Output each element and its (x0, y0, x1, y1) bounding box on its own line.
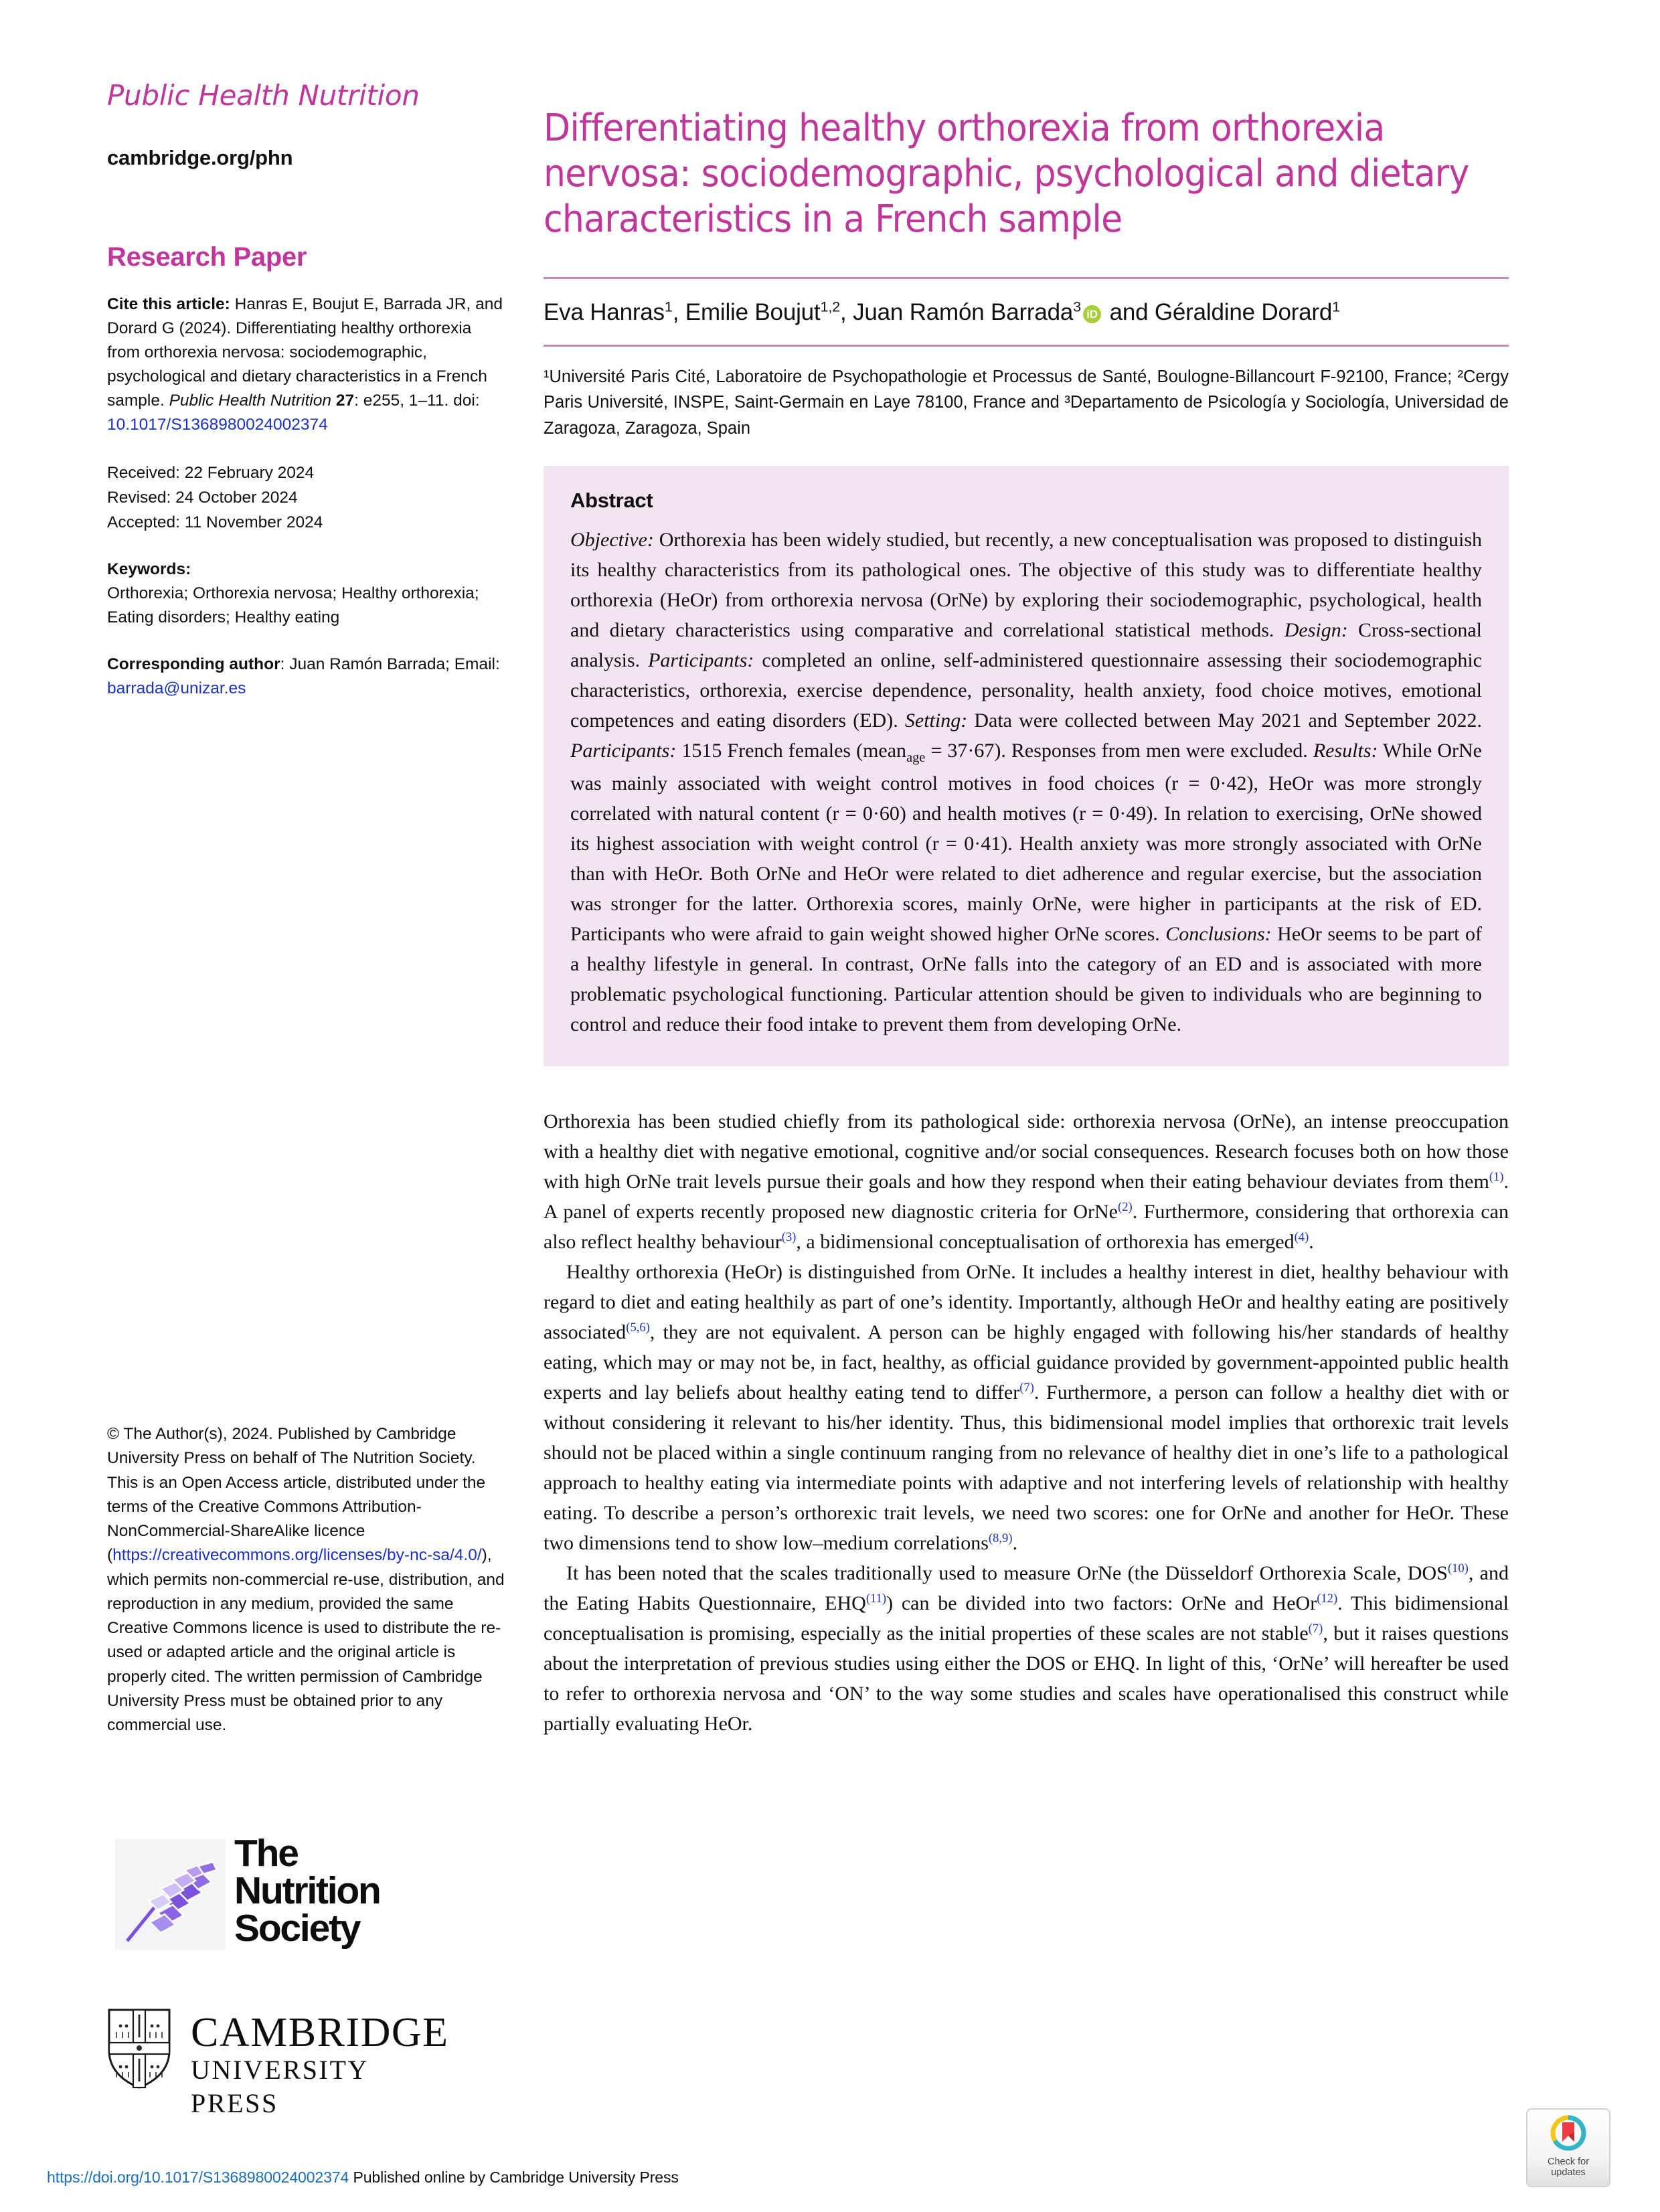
p2-seg-b: , they are not equivalent. A person can be highly engaged with following his/her standards of healthy eating, which may or may not be, in fact, healthy, as official guidance provided by government-appointed public health experts and lay beliefs about healthy eating tend to differ (544, 1321, 1509, 1403)
body-paragraph-2 (544, 1257, 1509, 1558)
corresponding-author-name: : Juan Ramón Barrada; Email: (280, 655, 500, 674)
p3-seg-c: ) can be divided into two factors: OrNe and HeOr (886, 1592, 1317, 1614)
citation-ref-12[interactable]: (12) (1317, 1591, 1338, 1606)
ns-word-society: Society (234, 1906, 360, 1950)
citation-ref-2[interactable]: (2) (1118, 1199, 1133, 1214)
journal-url[interactable]: cambridge.org/phn (107, 146, 293, 170)
cambridge-wordmark (191, 2012, 455, 2120)
nutrition-society-wordmark (234, 1832, 380, 1950)
abstract-participants2-label: Participants: (570, 739, 677, 762)
abstract-participants-label: Participants: (648, 649, 754, 671)
university-press-word: UNIVERSITY PRESS (191, 2055, 368, 2118)
date-revised: Revised: 24 October 2024 (107, 488, 298, 507)
citation-ref-11[interactable]: (11) (865, 1591, 887, 1606)
copyright-text-part2: ), which permits non-commercial re-use, distribution, and reproduction in any medium, provided the same Creative Commons licence is used to distribute the re-used or adapted article and the original article is properly cited. The written permission of Cambridge University Press must be obtained prior to any commercial use. (107, 1546, 505, 1734)
creative-commons-link[interactable]: https://creativecommons.org/licenses/by-nc-sa/4.0/ (112, 1546, 482, 1565)
crossmark-label-line1: Check for (1547, 2156, 1590, 2167)
orcid-icon[interactable]: iD (1083, 305, 1101, 323)
cite-this-article (107, 292, 509, 437)
page-title: Differentiating healthy orthorexia from orthorexia nervosa: sociodemographic, psychological and dietary characteristics in a French sample (544, 106, 1469, 242)
crossmark-check-for-updates-badge[interactable] (1526, 2108, 1610, 2187)
corresponding-author-email-link[interactable]: barrada@unizar.es (107, 679, 246, 698)
author-list (544, 279, 1509, 344)
cite-doi-link[interactable]: 10.1017/S1368980024002374 (107, 416, 328, 434)
abstract-conclusions-text: HeOr seems to be part of a healthy lifestyle in general. In contrast, OrNe falls into the category of an ED and is associated with more problematic psychological functioning. Particular attention should be given to individuals who are beginning to control and reduce their food intake to prevent them from developing OrNe. (570, 922, 1482, 1035)
article-type-heading: Research Paper (107, 242, 307, 272)
abstract-objective-text: Orthorexia has been widely studied, but recently, a new conceptualisation was proposed to distinguish its healthy characteristics from its pathological ones. The objective of this study was to differentiate healthy orthorexia (HeOr) from orthorexia nervosa (OrNe) by exploring their sociodemographic, psychological, health and dietary characteristics using comparative and correlational statistical methods. (570, 528, 1482, 641)
cite-pages: : e255, 1–11. doi: (354, 392, 480, 410)
body-paragraph-3 (544, 1558, 1509, 1739)
citation-ref-3[interactable]: (3) (781, 1229, 797, 1244)
p2-seg-d: . (1012, 1531, 1018, 1554)
ns-word-nutrition: Nutrition (234, 1869, 380, 1912)
abstract-results-label: Results: (1313, 739, 1378, 762)
page-footer (47, 2168, 679, 2187)
abstract-box (544, 466, 1509, 1066)
citation-ref-5-6[interactable]: (5,6) (626, 1320, 650, 1335)
keywords-heading: Keywords: (107, 560, 191, 579)
p1-seg-b: . A panel of experts recently proposed new diagnostic criteria for OrNe (544, 1170, 1509, 1223)
body-paragraph-1 (544, 1106, 1509, 1257)
date-received: Received: 22 February 2024 (107, 464, 315, 483)
abstract-design-text: Cross-sectional analysis. (570, 618, 1482, 671)
citation-ref-10[interactable]: (10) (1447, 1561, 1469, 1576)
p2-seg-c: . Furthermore, a person can follow a healthy diet with or without considering it relevant to his/her identity. Thus, this bidimensional model implies that orthorexic trait levels should not be placed within a single continuum ranging from no relevance of healthy diet in one’s life to a pathological approach to healthy eating via intermediate points with adaptive and not interfering levels of relationship with healthy eating. To describe a person’s orthorexic trait levels, we need two scores: one for OrNe and another for HeOr. These two dimensions tend to show low–medium correlations (544, 1381, 1509, 1554)
sidebar (107, 80, 509, 701)
cite-authors: Hanras E, Boujut E, Barrada JR, and Dorard G (2024). Differentiating healthy orthorexia from orthorexia nervosa: sociodemographic, psychological and dietary characteristics in a French sample. (107, 295, 503, 410)
abstract-results-text: While OrNe was mainly associated with weight control motives in food choices (r = 0·42), HeOr was more strongly correlated with natural content (r = 0·60) and health motives (r = 0·49). In relation to exercising, OrNe showed its highest association with weight control (r = 0·41). Health anxiety was more strongly associated with OrNe than with HeOr. Both OrNe and HeOr were related to diet adherence and regular exercise, but the association was stronger for the latter. Orthorexia scores, mainly OrNe, were higher in participants at the risk of ED. Participants who were afraid to gain weight showed higher OrNe scores. (570, 739, 1482, 945)
cite-volume: 27 (335, 392, 355, 410)
abstract-objective-label: Objective: (570, 528, 654, 551)
crossmark-icon (1550, 2115, 1586, 2151)
author-rule-bottom (544, 345, 1509, 347)
p1-seg-a: Orthorexia has been studied chiefly from its pathological side: orthorexia nervosa (OrNe), an intense preoccupation with a healthy diet with negative emotional, cognitive and/or social consequences. Research focuses both on how those with high OrNe trait levels pursue their goals and how they respond when their eating behaviour deviates from them (544, 1110, 1509, 1193)
p3-seg-b: , and the Eating Habits Questionnaire, EHQ (544, 1561, 1509, 1614)
cambridge-word: CAMBRIDGE (191, 2010, 449, 2055)
p3-seg-d: . This bidimensional conceptualisation is promising, especially as the initial properties of these scales are not stable (544, 1592, 1509, 1644)
authors-leading: Eva Hanras$^1$, Emilie Boujut$^{1,2}$, Juan Ramón Barrada$^3$ (544, 298, 1082, 326)
citation-ref-4[interactable]: (4) (1294, 1229, 1309, 1244)
cambridge-university-press-logo (107, 2008, 455, 2118)
abstract-heading: Abstract (570, 488, 653, 512)
abstract-participants-text: completed an online, self-administered questionnaire assessing their sociodemographic characteristics, orthorexia, exercise dependence, personality, health anxiety, food choice motives, emotional competences and eating disorders (ED). (570, 649, 1482, 732)
citation-ref-7b[interactable]: (7) (1308, 1621, 1323, 1636)
copyright-text-part1: © The Author(s), 2024. Published by Cambridge University Press on behalf of The Nutrition Society. This is an Open Access article, distributed under the terms of the Creative Commons Attribution-NonCommercial-ShareAlike licence ( (107, 1425, 486, 1565)
article-body (544, 1106, 1509, 1739)
wheat-ear-icon (115, 1839, 226, 1950)
footer-doi-link[interactable]: https://doi.org/10.1017/S1368980024002374 (47, 2168, 349, 2186)
cite-label: Cite this article: (107, 295, 230, 314)
corresponding-author-heading: Corresponding author (107, 655, 280, 674)
p3-seg-e: , but it raises questions about the interpretation of previous studies using either the DOS or EHQ. In light of this, ‘OrNe’ will hereafter be used to refer to orthorexia nervosa and ‘ON’ to the way some studies and scales have operationalised this construct while partially evaluating HeOr. (544, 1622, 1509, 1735)
main-column (544, 80, 1509, 1739)
abstract-conclusions-label: Conclusions: (1165, 922, 1272, 945)
keywords-block (107, 558, 509, 630)
citation-ref-8-9[interactable]: (8,9) (988, 1531, 1013, 1545)
citation-ref-7[interactable]: (7) (1019, 1380, 1034, 1395)
cite-journal: Public Health Nutrition (169, 392, 331, 410)
cambridge-shield-icon (107, 2008, 171, 2090)
abstract-text (570, 525, 1482, 1039)
abstract-setting-label: Setting: (904, 709, 968, 732)
p1-seg-d: , a bidimensional conceptualisation of orthorexia has emerged (796, 1230, 1295, 1253)
keywords-list: Orthorexia; Orthorexia nervosa; Healthy orthorexia; Eating disorders; Healthy eating (107, 584, 479, 627)
corresponding-author-block (107, 653, 509, 701)
abstract-mean-age-sub: age (906, 750, 926, 765)
abstract-setting-text: Data were collected between May 2021 and September 2022. (967, 709, 1482, 732)
p2-seg-a: Healthy orthorexia (HeOr) is distinguished from OrNe. It includes a healthy interest in diet, healthy behaviour with regard to diet and eating healthily as part of one’s identity. Importantly, although HeOr and healthy eating are positively associated (544, 1260, 1509, 1343)
authors-trailing: and Géraldine Dorard$^1$ (1103, 298, 1341, 326)
journal-name: Public Health Nutrition (107, 79, 420, 112)
p1-seg-c: . Furthermore, considering that orthorexia can also reflect healthy behaviour (544, 1200, 1509, 1253)
article-history-dates (107, 461, 509, 535)
footer-published-by: Published online by Cambridge University Press (349, 2168, 679, 2186)
date-accepted: Accepted: 11 November 2024 (107, 513, 323, 531)
copyright-licence-block (107, 1422, 509, 1737)
crossmark-label (1527, 2156, 1609, 2178)
p1-seg-e: . (1309, 1230, 1314, 1253)
crossmark-label-line2: updates (1551, 2167, 1586, 2179)
abstract-design-label: Design: (1284, 618, 1348, 641)
abstract-participants2-text2: = 37·67). Responses from men were excluded. (925, 739, 1313, 762)
affiliations: ¹Université Paris Cité, Laboratoire de Psychopathologie et Processus de Santé, Boulogne-Billancourt F-92100, France; ²Cergy Paris Université, INSPE, Saint-Germain en Laye 78100, France and ³Departamento de Psicología y Sociología, Universidad de Zaragoza, Zaragoza, Spain (544, 367, 1509, 438)
p3-seg-a: It has been noted that the scales traditionally used to measure OrNe (the Düsseldorf Orthorexia Scale, DOS (566, 1561, 1448, 1584)
citation-ref-1[interactable]: (1) (1489, 1169, 1504, 1184)
nutrition-society-logo (115, 1832, 450, 1966)
abstract-participants2-text: 1515 French females (mean (676, 739, 907, 762)
ns-word-the: The (234, 1832, 298, 1875)
